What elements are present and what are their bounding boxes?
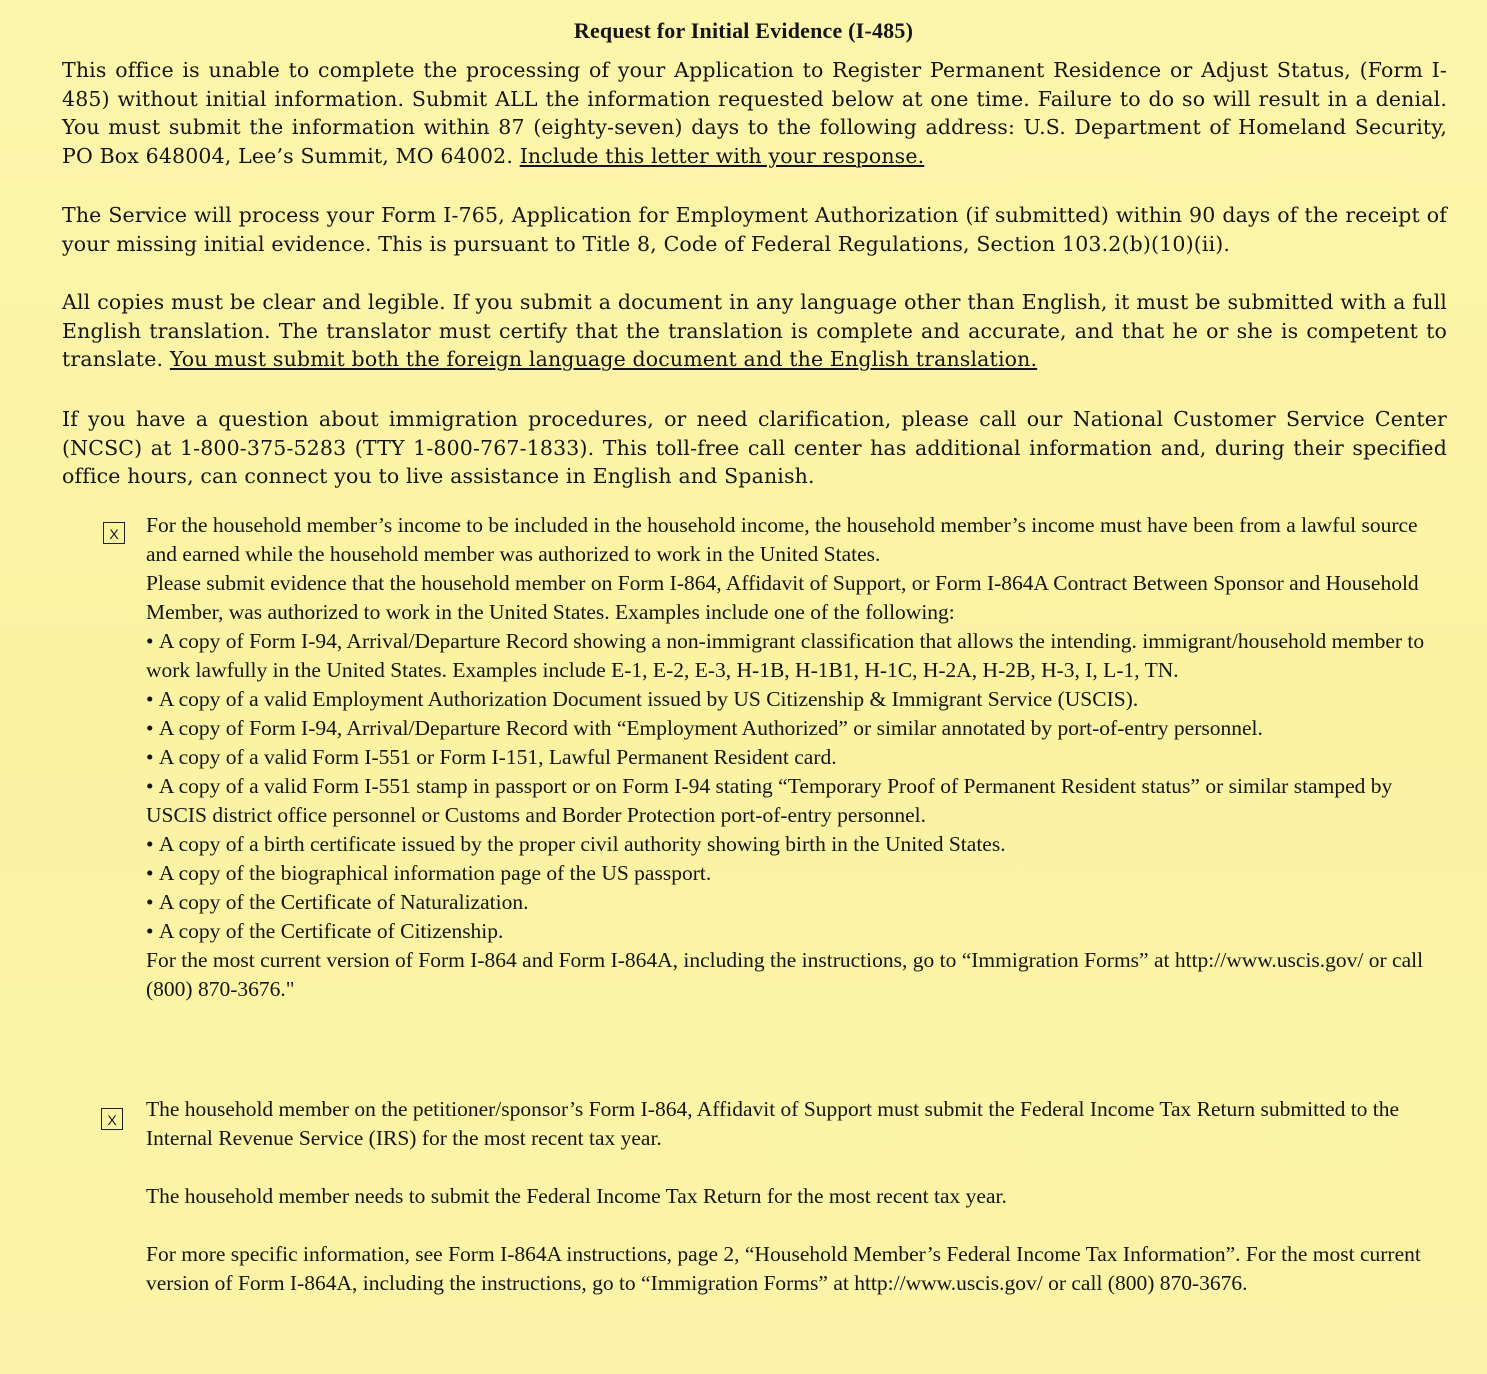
tax-return-more-info: For more specific information, see Form I-864A instructions, page 2, “Household Member’s Federal Income Tax Information”. For the most current version of Form I-864A, including the instructions, go to “Immigration Forms” at http://www.uscis.gov/ or call (800) 870-3676.	[146, 1242, 1421, 1295]
list-item: • A copy of a birth certificate issued by the proper civil authority showing birth in the United States.	[146, 830, 1436, 859]
forms-footer: For the most current version of Form I-864 and Form I-864A, including the instructions, go to “Immigration Forms” at http://www.uscis.gov/ or call (800) 870-3676."	[146, 948, 1424, 1001]
list-item: • A copy of a valid Form I-551 or Form I-151, Lawful Permanent Resident card.	[146, 743, 1436, 772]
paragraph-processing-notice	[62, 56, 1447, 170]
item-tax-return-evidence	[146, 1095, 1436, 1298]
paragraph-employment-authorization: The Service will process your Form I-765, Application for Employment Authorization (if submitted) within 90 days of the receipt of your missing initial evidence. This is pursuant to Title 8, Code of Federal Regulations, Section 103.2(b)(10)(ii).	[62, 203, 1447, 256]
tax-return-note: The household member needs to submit the Federal Income Tax Return for the most recent tax year.	[146, 1184, 1007, 1208]
translation-requirements-text: All copies must be clear and legible. If you submit a document in any language other than English, it must be submitted with a full English translation. The translator must certify that the translation is complete and accurate, and that he or she is competent to translate.	[62, 290, 1447, 371]
include-letter-instruction: Include this letter with your response.	[519, 143, 925, 168]
list-item: • A copy of the Certificate of Naturalization.	[146, 888, 1436, 917]
item-household-income-evidence	[146, 511, 1436, 1004]
processing-notice-text: This office is unable to complete the processing of your Application to Register Permanent Residence or Adjust Status, (Form I-485) without initial information. Submit ALL the information requested below at one time. Failure to do so will result in a denial. You must submit the information within 87 (eighty-seven) days to the following address: U.S. Department of Homeland Security, PO Box 648004, Lee’s Summit, MO 64002.	[62, 58, 1447, 168]
tax-return-requirement: The household member on the petitioner/sponsor’s Form I-864, Affidavit of Support must submit the Federal Income Tax Return submitted to the Internal Revenue Service (IRS) for the most recent tax year.	[146, 1097, 1400, 1150]
translation-underlined-instruction: You must submit both the foreign language document and the English translation.	[169, 347, 1038, 371]
list-item: • A copy of the biographical information page of the US passport.	[146, 859, 1436, 888]
checkbox-tax-return: X	[101, 1108, 123, 1130]
list-item: • A copy of a valid Employment Authorization Document issued by US Citizenship & Immigrant Service (USCIS).	[146, 685, 1436, 714]
checkbox-household-income: X	[103, 522, 125, 544]
list-item: • A copy of a valid Form I-551 stamp in passport or on Form I-94 stating “Temporary Proof of Permanent Resident status” or similar stamped by USCIS district office personnel or Customs and Border Protection port-of-entry personnel.	[146, 772, 1436, 830]
paragraph-customer-service: If you have a question about immigration procedures, or need clarification, please call our National Customer Service Center (NCSC) at 1-800-375-5283 (TTY 1-800-767-1833). This toll-free call center has additional information and, during their specified office hours, can connect you to live assistance in English and Spanish.	[62, 407, 1447, 488]
document-title: Request for Initial Evidence (I-485)	[573, 18, 914, 43]
income-intro: For the household member’s income to be included in the household income, the household member’s income must have been from a lawful source and earned while the household member was authorized to work in the United States.	[146, 513, 1418, 566]
evidence-request: Please submit evidence that the household member on Form I-864, Affidavit of Support, or Form I-864A Contract Between Sponsor and Household Member, was authorized to work in the United States. Examples include one of the following:	[146, 571, 1419, 624]
list-item: • A copy of the Certificate of Citizenship.	[146, 917, 1436, 946]
paragraph-translation-requirements	[62, 288, 1447, 374]
list-item: • A copy of Form I-94, Arrival/Departure Record with “Employment Authorized” or similar annotated by port-of-entry personnel.	[146, 714, 1436, 743]
list-item: • A copy of Form I-94, Arrival/Departure Record showing a non-immigrant classification that allows the intending. immigrant/household member to work lawfully in the United States. Examples include E-1, E-2, E-3, H-1B, H-1B1, H-1C, H-2A, H-2B, H-3, I, L-1, TN.	[146, 627, 1436, 685]
